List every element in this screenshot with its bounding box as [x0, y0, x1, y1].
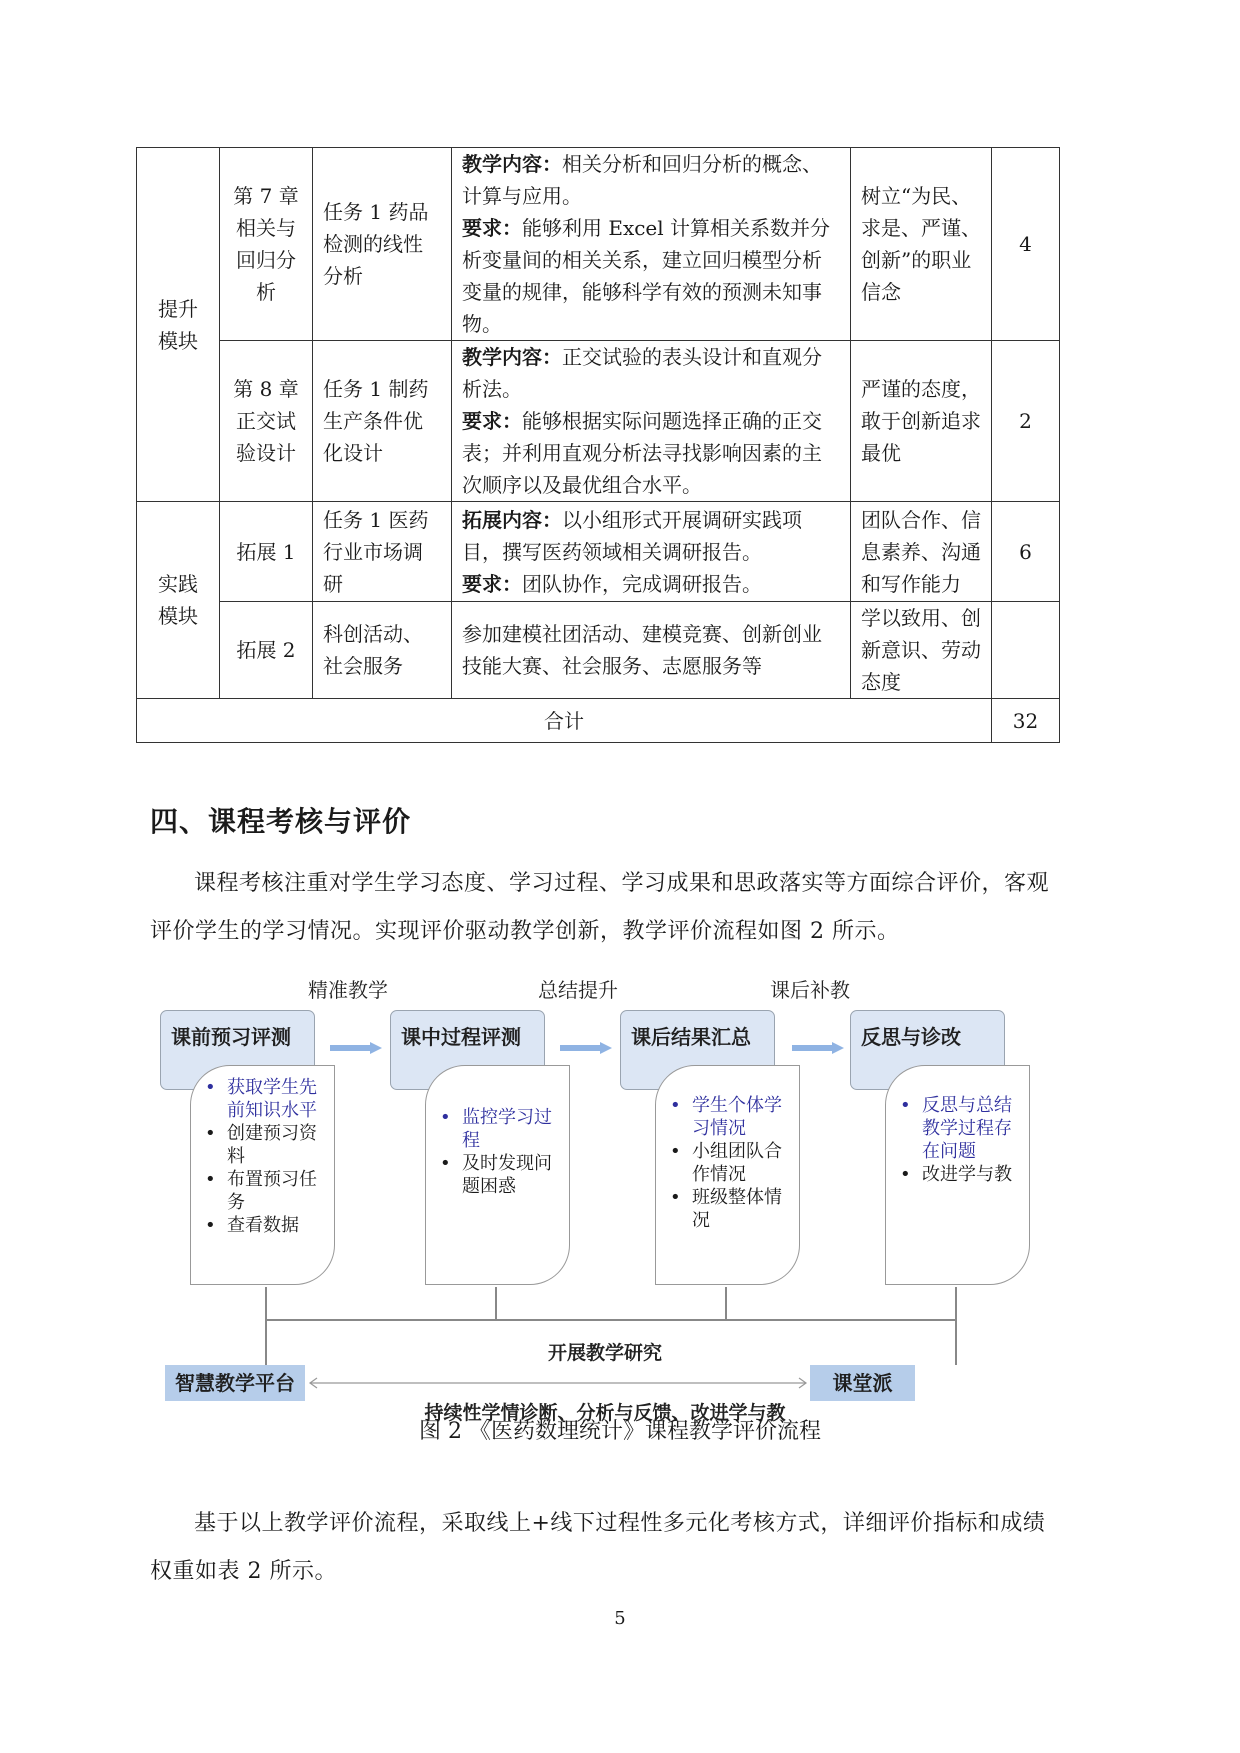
- hours-cell: 2: [992, 341, 1060, 502]
- chapter-line: 析: [256, 280, 276, 304]
- ideology-cell: 树立“为民、求是、严谨、创新”的职业信念: [851, 148, 992, 341]
- content-label: 拓展内容：: [462, 507, 562, 532]
- stage-item: • 及时发现问题困惑: [436, 1152, 561, 1198]
- stage-item: • 小组团队合作情况: [666, 1140, 791, 1186]
- module-cell: 实践模块: [137, 502, 220, 699]
- requirement-text: 团队协作，完成调研报告。: [522, 571, 762, 596]
- content-cell: 参加建模社团活动、建模竞赛、创新创业技能大赛、社会服务、志愿服务等: [452, 602, 851, 699]
- stage-detail-box: [655, 1065, 800, 1285]
- stage-header: 课后结果汇总: [620, 1010, 775, 1090]
- figure-caption: 图 2 《医药数理统计》课程教学评价流程: [419, 1419, 821, 1444]
- task-cell: 科创活动、社会服务: [313, 602, 452, 699]
- stage-detail-box: [425, 1065, 570, 1285]
- content-cell: [452, 502, 851, 602]
- phase-label: 课后补教: [770, 978, 850, 1002]
- connector-line: [725, 1287, 727, 1319]
- content-cell: [452, 148, 851, 341]
- arrow-right-icon: [560, 1042, 612, 1054]
- task-cell: 任务 1 制药生产条件优化设计: [313, 341, 452, 502]
- connector-line: [265, 1319, 955, 1321]
- diagnosis-label: 持续性学情诊断、分析与反馈、改进学与教: [424, 1402, 786, 1424]
- requirement-text: 能够利用 Excel 计算相关系数并分析变量间的相关关系，建立回归模型分析变量的规律，能够科学有效的预测未知事物。: [462, 216, 831, 336]
- stage-item: • 学生个体学习情况: [666, 1094, 791, 1140]
- hours-cell: 4: [992, 148, 1060, 341]
- stage-header: 课前预习评测: [160, 1010, 315, 1090]
- stage-item: • 查看数据: [201, 1214, 326, 1237]
- content-text: 以小组形式开展调研实践项目，撰写医药领域相关调研报告。: [462, 507, 802, 564]
- hours-cell: 6: [992, 502, 1060, 602]
- phase-label: 精准教学: [308, 978, 388, 1002]
- chapter-line: 正交试: [236, 409, 296, 433]
- curriculum-table: [136, 147, 1060, 743]
- stage-header: 课中过程评测: [390, 1010, 545, 1090]
- stage-item: • 布置预习任务: [201, 1168, 326, 1214]
- requirement-text: 能够根据实际问题选择正确的正交表；并利用直观分析法寻找影响因素的主次顺序以及最优组合水平。: [462, 409, 822, 497]
- stage-item: • 创建预习资料: [201, 1122, 326, 1168]
- chapter-cell: 拓展 2: [220, 602, 313, 699]
- chapter-line: 第 8 章: [233, 377, 299, 401]
- section-heading: 四、课程考核与评价: [150, 805, 412, 838]
- content-text: 相关分析和回归分析的概念、计算与应用。: [462, 152, 822, 208]
- ideology-cell: 团队合作、信息素养、沟通和写作能力: [851, 502, 992, 602]
- arrow-right-icon: [330, 1042, 382, 1054]
- stage-item: • 反思与总结教学过程存在问题: [896, 1094, 1021, 1163]
- stage-item: • 班级整体情况: [666, 1186, 791, 1232]
- chapter-line: 验设计: [236, 441, 296, 465]
- chapter-line: 相关与: [236, 216, 296, 240]
- connector-line: [495, 1287, 497, 1319]
- paragraph-assessment: 基于以上教学评价流程，采取线上+线下过程性多元化考核方式，详细评价指标和成绩权重如表 2 所示。: [150, 1511, 1046, 1584]
- stage-detail-box: [885, 1065, 1030, 1285]
- table-row: [137, 148, 1060, 341]
- ideology-cell: 严谨的态度，敢于创新追求最优: [851, 341, 992, 502]
- hours-cell: [992, 602, 1060, 699]
- module-cell: 提升模块: [137, 148, 220, 502]
- table-row: [137, 502, 1060, 602]
- stage-header: 反思与诊改: [850, 1010, 1005, 1090]
- platform-left: 智慧教学平台: [165, 1365, 305, 1401]
- content-label: 教学内容：: [462, 345, 562, 369]
- connector-line: [955, 1287, 957, 1319]
- stage-detail-box: [190, 1065, 335, 1285]
- chapter-line: 回归分: [236, 248, 296, 272]
- content-cell: [452, 341, 851, 502]
- stage-item: • 改进学与教: [896, 1163, 1021, 1186]
- task-cell: 任务 1 医药行业市场调研: [313, 502, 452, 602]
- chapter-cell: [220, 341, 313, 502]
- total-hours: 32: [992, 699, 1060, 743]
- arrow-right-icon: [792, 1042, 844, 1054]
- content-label: 教学内容：: [462, 152, 562, 176]
- requirement-label: 要求：: [462, 409, 522, 433]
- stage-item: • 获取学生先前知识水平: [201, 1076, 326, 1122]
- chapter-line: 第 7 章: [233, 184, 299, 208]
- table-row: [137, 602, 1060, 699]
- platform-right: 课堂派: [810, 1365, 915, 1401]
- double-arrow-line: [308, 1376, 808, 1390]
- task-cell: 任务 1 药品检测的线性分析: [313, 148, 452, 341]
- connector-line: [265, 1287, 267, 1319]
- table-total-row: [137, 699, 1060, 743]
- page-number: 5: [614, 1608, 626, 1629]
- ideology-cell: 学以致用、创新意识、劳动态度: [851, 602, 992, 699]
- stage-item: • 监控学习过程: [436, 1106, 561, 1152]
- chapter-cell: [220, 148, 313, 341]
- chapter-cell: 拓展 1: [220, 502, 313, 602]
- evaluation-flowchart: [150, 960, 1060, 1424]
- table-row: [137, 341, 1060, 502]
- total-label: 合计: [137, 699, 992, 743]
- research-label: 开展教学研究: [547, 1342, 662, 1364]
- requirement-label: 要求：: [462, 571, 522, 596]
- paragraph-intro: 课程考核注重对学生学习态度、学习过程、学习成果和思政落实等方面综合评价，客观评价学生的学习情况。实现评价驱动教学创新，教学评价流程如图 2 所示。: [150, 871, 1050, 944]
- requirement-label: 要求：: [462, 216, 522, 240]
- phase-label: 总结提升: [538, 978, 618, 1002]
- content-text: 正交试验的表头设计和直观分析法。: [462, 345, 822, 401]
